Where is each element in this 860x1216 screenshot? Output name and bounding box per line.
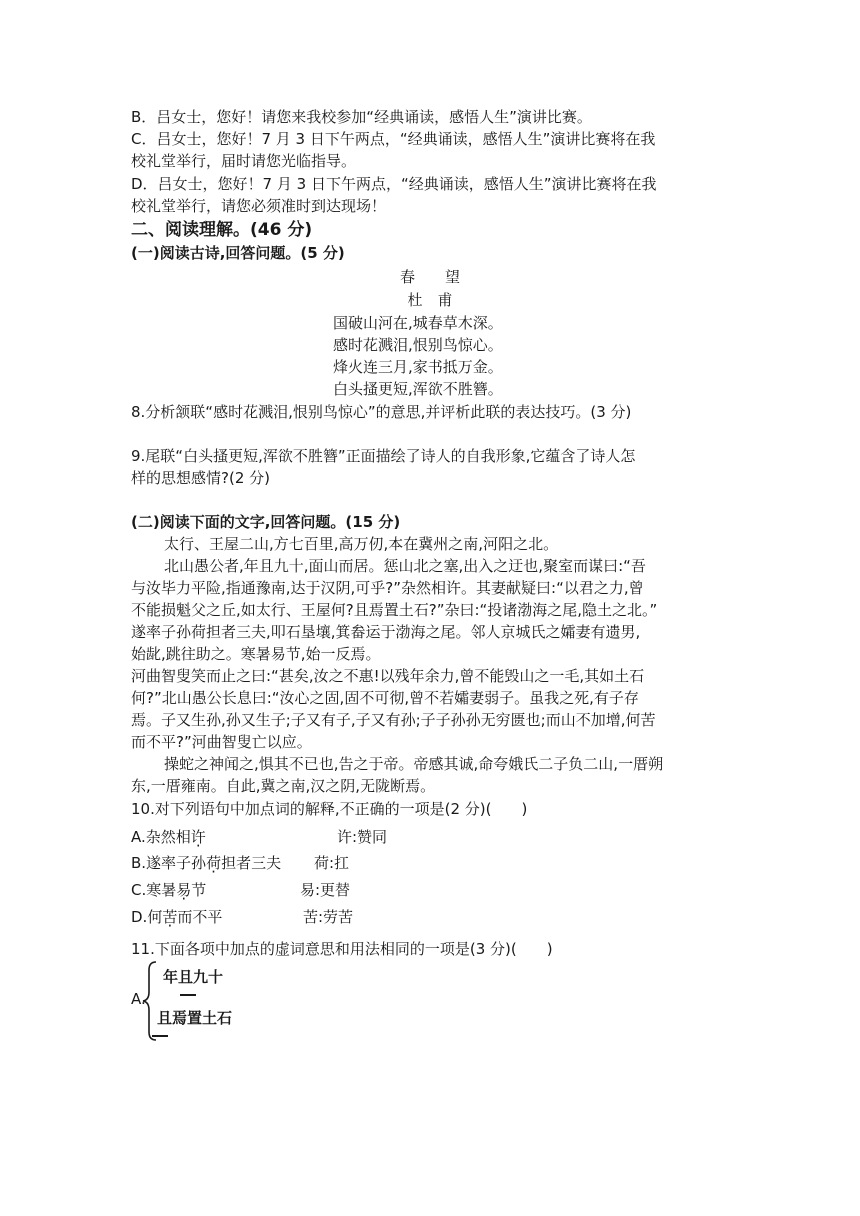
- q10-option-b: [131, 852, 731, 874]
- poem-author: 杜 甫: [407, 291, 453, 309]
- q10-b-text-tail: 担者三夫: [221, 854, 282, 872]
- q10-c-text: C.寒暑: [131, 881, 177, 899]
- q10-option-a: [131, 826, 731, 848]
- q10-a-text: A.杂然相: [131, 828, 191, 846]
- passage-line: 焉。子又生孙,孙又生子;子又有子,子又有孙;子子孙孙无穷匮也;而山不加增,何苦: [131, 711, 656, 729]
- passage-line: 太行、王屋二山,方七百里,高万仞,本在冀州之南,河阳之北。: [164, 535, 559, 553]
- passage-line: 不能损魁父之丘,如太行、王屋何?且焉置土石?”杂曰:“投诸渤海之尾,隐土之北。”: [131, 601, 658, 619]
- part2-title: (二)阅读下面的文字,回答问题。(15 分): [131, 513, 401, 531]
- q11-a-dot-mark-1: [180, 994, 196, 996]
- poem-line: 感时花溅泪,恨别鸟惊心。: [333, 336, 503, 354]
- question-8: 8.分析颔联“感时花溅泪,恨别鸟惊心”的意思,并评析此联的表达技巧。(3 分): [131, 403, 632, 421]
- q11-a-dot-mark-2: [152, 1035, 168, 1037]
- option-c-line1: C．吕女士，您好！7 月 3 日下午两点，“经典诵读，感悟人生”演讲比赛将在我: [131, 130, 656, 148]
- q10-d-text: D.何: [131, 908, 163, 926]
- q10-option-c: [131, 879, 731, 901]
- question-11-stem: 11.下面各项中加点的虚词意思和用法相同的一项是(3 分)( ): [131, 940, 553, 958]
- poem-line: 烽火连三月,家书抵万金。: [333, 358, 503, 376]
- option-d-line1: D．吕女士，您好！7 月 3 日下午两点，“经典诵读，感悟人生”演讲比赛将在我: [131, 175, 657, 193]
- q10-c-dotted-word: 易: [176, 881, 192, 899]
- passage-line: 操蛇之神闻之,惧其不已也,告之于帝。帝感其诚,命夸娥氏二子负二山,一厝朔: [164, 755, 664, 773]
- section-heading: 二、阅读理解。(46 分): [131, 220, 313, 240]
- passage-line: 河曲智叟笑而止之曰:“甚矣,汝之不惠!以残年余力,曾不能毁山之一毛,其如土石: [131, 667, 645, 685]
- question-9-line1: 9.尾联“白头搔更短,浑欲不胜簪”正面描绘了诗人的自我形象,它蕴含了诗人怎: [131, 447, 636, 465]
- option-b: B．吕女士，您好！请您来我校参加“经典诵读，感悟人生”演讲比赛。: [131, 108, 592, 126]
- poem-line: 国破山河在,城春草木深。: [333, 314, 503, 332]
- q11-a-sentence-1: 年且九十: [163, 968, 224, 986]
- q10-b-gloss: 荷:扛: [314, 854, 350, 872]
- poem-line: 白头搔更短,浑欲不胜簪。: [333, 380, 503, 398]
- q11-a-sentence-2: 且焉置土石: [157, 1009, 233, 1027]
- passage-line: 东,一厝雍南。自此,冀之南,汉之阴,无陇断焉。: [131, 777, 436, 795]
- passage-line: 遂率子孙荷担者三夫,叩石垦壤,箕畚运于渤海之尾。邻人京城氏之孀妻有遗男,: [131, 623, 641, 641]
- q10-b-text: B.遂率子孙: [131, 854, 207, 872]
- passage-line: 始龀,跳往助之。寒暑易节,始一反焉。: [131, 645, 381, 663]
- brace-icon: [140, 960, 160, 1042]
- q10-c-gloss: 易:更替: [300, 881, 351, 899]
- option-c-line2: 校礼堂举行，届时请您光临指导。: [131, 152, 357, 170]
- passage-line: 北山愚公者,年且九十,面山而居。惩山北之塞,出入之迂也,聚室而谋曰:“吾: [164, 557, 646, 575]
- passage-line: 而不平?”河曲智叟亡以应。: [131, 733, 312, 751]
- q10-a-gloss: 许:赞同: [337, 828, 388, 846]
- q11-option-a-label: A.: [131, 990, 146, 1008]
- question-10-stem: 10.对下列语句中加点词的解释,不正确的一项是(2 分)( ): [131, 800, 528, 818]
- part1-title: (一)阅读古诗,回答问题。(5 分): [131, 244, 345, 262]
- option-d-line2: 校礼堂举行，请您必须准时到达现场！: [131, 197, 387, 215]
- question-9-line2: 样的思想感情?(2 分): [131, 469, 270, 487]
- q10-d-dotted-word: 苦: [162, 908, 178, 926]
- q10-c-text-tail: 节: [191, 881, 207, 899]
- passage-line: 与汝毕力平险,指通豫南,达于汉阴,可乎?”杂然相许。其妻献疑曰:“以君之力,曾: [131, 579, 644, 597]
- q10-option-d: [131, 906, 731, 928]
- passage-line: 何?”北山愚公长息曰:“汝心之固,固不可彻,曾不若孀妻弱子。虽我之死,有子存: [131, 689, 639, 707]
- q10-a-dotted-word: 许: [190, 828, 206, 846]
- poem-title: 春 望: [399, 268, 460, 286]
- q10-b-dotted-word: 荷: [206, 854, 222, 872]
- q10-d-text-tail: 而不平: [177, 908, 223, 926]
- q10-d-gloss: 苦:劳苦: [303, 908, 354, 926]
